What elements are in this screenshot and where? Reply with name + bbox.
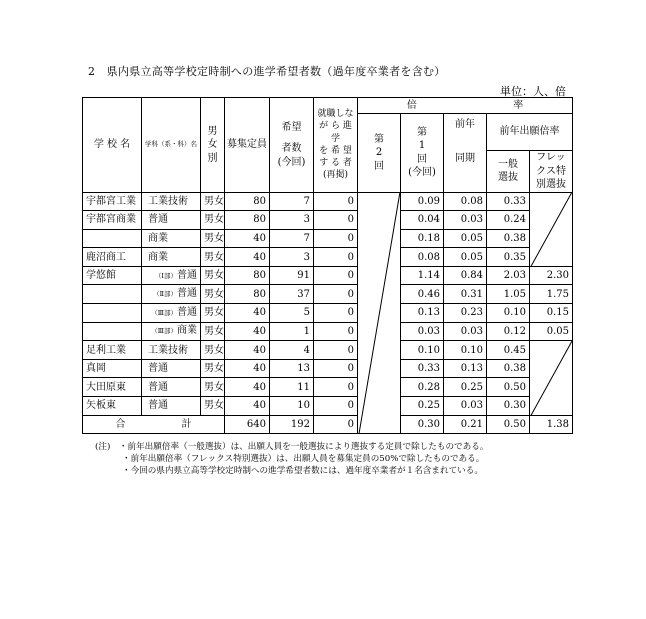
dept-name: 普通 xyxy=(148,400,168,412)
header-general xyxy=(487,151,530,193)
total-capacity: 640 xyxy=(225,415,270,434)
general-ratio-cell: 0.33 xyxy=(487,192,530,211)
table-row xyxy=(83,322,573,341)
capacity-cell: 40 xyxy=(225,359,270,378)
dept-part: （Ⅱ部） xyxy=(153,290,177,299)
first-round-cell: 0.33 xyxy=(401,359,444,378)
prev-year-cell: 0.03 xyxy=(444,322,487,341)
nojob-cell: 0 xyxy=(314,211,358,230)
header-first-2: 1 xyxy=(418,140,426,152)
dept-cell xyxy=(142,378,201,397)
nojob-cell: 0 xyxy=(314,322,358,341)
school-cell: 足利工業 xyxy=(83,341,142,360)
total-first-round: 0.30 xyxy=(401,415,444,434)
dept-name: 工業技術 xyxy=(148,344,188,356)
capacity-cell: 80 xyxy=(225,266,270,285)
first-round-cell: 0.18 xyxy=(401,229,444,248)
slash-line xyxy=(531,341,572,415)
header-prev-year xyxy=(444,114,487,193)
prev-year-cell: 0.13 xyxy=(444,359,487,378)
flex-slash-lower xyxy=(530,341,573,415)
table-row xyxy=(83,378,573,397)
gender-cell: 男女 xyxy=(201,211,225,230)
dept-cell xyxy=(142,266,201,285)
header-school: 学 校 名 xyxy=(83,98,142,193)
school-cell: 宇都宮工業 xyxy=(83,192,142,211)
note-1: (注) ・前年出願倍率（一般選抜）は、出願人員を一般選抜により選抜する定員で除したものである。 xyxy=(95,442,489,452)
table-row xyxy=(83,397,573,416)
capacity-cell: 40 xyxy=(225,341,270,360)
first-round-cell: 0.25 xyxy=(401,397,444,416)
dept-name: 普通 xyxy=(177,269,197,281)
general-ratio-cell: 1.05 xyxy=(487,285,530,304)
total-prev-year: 0.21 xyxy=(444,415,487,434)
section-title: 2 県内県立高等学校定時制への進学希望者数（過年度卒業者を含む） xyxy=(88,65,446,78)
general-ratio-cell: 0.50 xyxy=(487,378,530,397)
first-round-cell: 1.14 xyxy=(401,266,444,285)
prev-year-cell: 0.03 xyxy=(444,211,487,230)
header-nojob-5: (再掲) xyxy=(322,170,349,181)
capacity-cell: 80 xyxy=(225,211,270,230)
school-cell xyxy=(83,304,142,323)
header-dept: 学科（系・科）名 xyxy=(142,98,201,193)
dept-name: 商業 xyxy=(148,232,168,244)
flex-ratio-cell: 0.15 xyxy=(530,304,573,323)
header-prev-year-1: 前年 xyxy=(455,119,475,130)
first-round-cell: 0.46 xyxy=(401,285,444,304)
school-cell: 鹿沼商工 xyxy=(83,248,142,267)
applicants-cell: 3 xyxy=(270,211,314,230)
table-row xyxy=(83,229,573,248)
applicants-cell: 7 xyxy=(270,229,314,248)
general-ratio-cell: 0.35 xyxy=(487,248,530,267)
table-row xyxy=(83,211,573,230)
first-round-cell: 0.10 xyxy=(401,341,444,360)
nojob-cell: 0 xyxy=(314,285,358,304)
header-ratio-1: 倍 xyxy=(406,99,417,111)
header-nojob-1: 就職しな xyxy=(317,109,354,120)
dept-cell xyxy=(142,285,201,304)
total-nojob: 0 xyxy=(314,415,358,434)
dept-part: （Ⅲ部） xyxy=(151,308,177,317)
flex-slash-upper xyxy=(530,192,573,266)
capacity-cell: 80 xyxy=(225,192,270,211)
nojob-cell: 0 xyxy=(314,304,358,323)
general-ratio-cell: 0.24 xyxy=(487,211,530,230)
first-round-cell: 0.13 xyxy=(401,304,444,323)
nojob-cell: 0 xyxy=(314,359,358,378)
header-gender-3: 別 xyxy=(207,152,218,164)
capacity-cell: 40 xyxy=(225,229,270,248)
dept-name: 普通 xyxy=(148,214,168,226)
dept-cell xyxy=(142,341,201,360)
general-ratio-cell: 0.38 xyxy=(487,359,530,378)
gender-cell: 男女 xyxy=(201,341,225,360)
applicants-cell: 4 xyxy=(270,341,314,360)
general-ratio-cell: 0.30 xyxy=(487,397,530,416)
nojob-cell: 0 xyxy=(314,229,358,248)
dept-name: 普通 xyxy=(177,288,197,300)
flex-ratio-cell: 0.05 xyxy=(530,322,573,341)
gender-cell: 男女 xyxy=(201,397,225,416)
gender-cell: 男女 xyxy=(201,359,225,378)
capacity-cell: 40 xyxy=(225,378,270,397)
gender-cell: 男女 xyxy=(201,192,225,211)
header-applicants-3: (今回) xyxy=(277,156,306,168)
header-applicants xyxy=(270,98,314,193)
applicants-cell: 10 xyxy=(270,397,314,416)
capacity-cell: 40 xyxy=(225,397,270,416)
header-flex-3: 別選抜 xyxy=(536,179,567,190)
header-first-1: 第 xyxy=(417,126,427,138)
dept-cell xyxy=(142,211,201,230)
note-3: ・今回の県内県立高等学校定時制への進学希望者数には、過年度卒業者が１名含まれている。 xyxy=(122,466,483,476)
header-nojob-3: を 希 望 xyxy=(319,145,352,156)
school-cell: 宇都宮商業 xyxy=(83,211,142,230)
header-gender xyxy=(201,98,225,193)
prev-year-cell: 0.25 xyxy=(444,378,487,397)
header-general-2: 選抜 xyxy=(498,172,518,184)
dept-cell xyxy=(142,397,201,416)
header-second-3: 回 xyxy=(374,160,384,172)
general-ratio-cell: 0.45 xyxy=(487,341,530,360)
total-label-a: 合 xyxy=(115,418,126,430)
header-capacity: 募集定員 xyxy=(225,98,270,193)
first-round-cell: 0.28 xyxy=(401,378,444,397)
flex-ratio-cell: 2.30 xyxy=(530,266,573,285)
nojob-cell: 0 xyxy=(314,248,358,267)
dept-name: 商業 xyxy=(177,325,197,337)
capacity-cell: 40 xyxy=(225,248,270,267)
prev-year-cell: 0.84 xyxy=(444,266,487,285)
dept-name: 普通 xyxy=(177,306,197,318)
header-flex xyxy=(530,151,573,193)
note-2: ・前年出願倍率（フレックス特別選抜）は、出願人員を募集定員の50%で除したものである。 xyxy=(122,454,485,464)
dept-part: （Ⅲ部） xyxy=(151,327,177,336)
applicants-cell: 37 xyxy=(270,285,314,304)
flex-ratio-cell: 1.75 xyxy=(530,285,573,304)
table-row xyxy=(83,341,573,360)
slash-line xyxy=(531,192,572,266)
first-round-cell: 0.09 xyxy=(401,192,444,211)
total-row xyxy=(83,415,573,434)
header-nojob-2: が ら 進 学 xyxy=(319,121,352,144)
dept-cell xyxy=(142,229,201,248)
prev-year-cell: 0.23 xyxy=(444,304,487,323)
gender-cell: 男女 xyxy=(201,285,225,304)
header-first-3: 回 xyxy=(417,153,427,165)
gender-cell: 男女 xyxy=(201,378,225,397)
applicants-cell: 3 xyxy=(270,248,314,267)
applicants-cell: 11 xyxy=(270,378,314,397)
capacity-cell: 40 xyxy=(225,304,270,323)
total-label xyxy=(83,415,225,434)
nojob-cell: 0 xyxy=(314,341,358,360)
total-general: 0.50 xyxy=(487,415,530,434)
header-row-1 xyxy=(83,98,573,114)
total-flex: 1.38 xyxy=(530,415,573,434)
header-applicants-2: 者数 xyxy=(281,143,302,154)
table-row xyxy=(83,192,573,211)
applicants-table xyxy=(82,97,573,434)
header-prev-ratio: 前年出願倍率 xyxy=(487,114,573,151)
nojob-cell: 0 xyxy=(314,266,358,285)
total-applicants: 192 xyxy=(270,415,314,434)
table-body xyxy=(83,98,573,434)
applicants-cell: 1 xyxy=(270,322,314,341)
applicants-cell: 7 xyxy=(270,192,314,211)
prev-year-cell: 0.31 xyxy=(444,285,487,304)
school-cell: 真岡 xyxy=(83,359,142,378)
total-label-b: 計 xyxy=(181,418,192,430)
general-ratio-cell: 0.10 xyxy=(487,304,530,323)
general-ratio-cell: 2.03 xyxy=(487,266,530,285)
prev-year-cell: 0.05 xyxy=(444,248,487,267)
dept-part: （Ⅰ部） xyxy=(154,271,177,280)
applicants-cell: 13 xyxy=(270,359,314,378)
prev-year-cell: 0.08 xyxy=(444,192,487,211)
school-cell: 学悠館 xyxy=(83,266,142,285)
nojob-cell: 0 xyxy=(314,192,358,211)
header-gender-1: 男 xyxy=(207,125,218,137)
prev-year-cell: 0.10 xyxy=(444,341,487,360)
unit-label: 単位：人、倍 xyxy=(500,85,566,98)
table-row xyxy=(83,285,573,304)
prev-year-cell: 0.05 xyxy=(444,229,487,248)
gender-cell: 男女 xyxy=(201,248,225,267)
general-ratio-cell: 0.12 xyxy=(487,322,530,341)
header-flex-2: クス特 xyxy=(536,165,566,177)
header-ratio-group xyxy=(358,98,573,114)
table-row xyxy=(83,266,573,285)
header-second-1: 第 xyxy=(374,133,384,145)
header-nojob-4: す る 者 xyxy=(319,157,352,168)
general-ratio-cell: 0.38 xyxy=(487,229,530,248)
header-ratio-2: 率 xyxy=(513,99,524,111)
header-flex-1: フレッ xyxy=(536,152,566,163)
dept-cell xyxy=(142,322,201,341)
gender-cell: 男女 xyxy=(201,322,225,341)
gender-cell: 男女 xyxy=(201,304,225,323)
first-round-cell: 0.03 xyxy=(401,322,444,341)
header-first xyxy=(401,114,444,193)
school-cell: 大田原東 xyxy=(83,378,142,397)
second-round-slash xyxy=(358,192,401,434)
gender-cell: 男女 xyxy=(201,266,225,285)
table-row xyxy=(83,304,573,323)
header-nojob xyxy=(314,98,358,193)
slash-line xyxy=(359,192,400,434)
table-row xyxy=(83,359,573,378)
header-applicants-1: 希望 xyxy=(281,121,302,133)
notes xyxy=(95,441,488,477)
gender-cell: 男女 xyxy=(201,229,225,248)
prev-year-cell: 0.03 xyxy=(444,397,487,416)
table-row xyxy=(83,248,573,267)
first-round-cell: 0.08 xyxy=(401,248,444,267)
header-first-4: (今回) xyxy=(408,167,436,179)
header-gender-2: 女 xyxy=(207,139,218,150)
school-cell xyxy=(83,285,142,304)
dept-cell xyxy=(142,359,201,378)
capacity-cell: 80 xyxy=(225,285,270,304)
capacity-cell: 40 xyxy=(225,322,270,341)
dept-name: 普通 xyxy=(148,363,168,375)
header-prev-year-2: 同期 xyxy=(455,152,475,164)
applicants-cell: 91 xyxy=(270,266,314,285)
applicants-cell: 5 xyxy=(270,304,314,323)
dept-name: 普通 xyxy=(148,381,168,393)
header-second-2: 2 xyxy=(375,147,383,158)
header-second xyxy=(358,114,401,193)
dept-cell xyxy=(142,192,201,211)
dept-cell xyxy=(142,248,201,267)
dept-cell xyxy=(142,304,201,323)
header-general-1: 一般 xyxy=(498,158,518,170)
school-cell xyxy=(83,229,142,248)
first-round-cell: 0.04 xyxy=(401,211,444,230)
dept-name: 工業技術 xyxy=(148,195,188,207)
dept-name: 商業 xyxy=(148,251,168,263)
school-cell: 矢板東 xyxy=(83,397,142,416)
nojob-cell: 0 xyxy=(314,378,358,397)
school-cell xyxy=(83,322,142,341)
nojob-cell: 0 xyxy=(314,397,358,416)
